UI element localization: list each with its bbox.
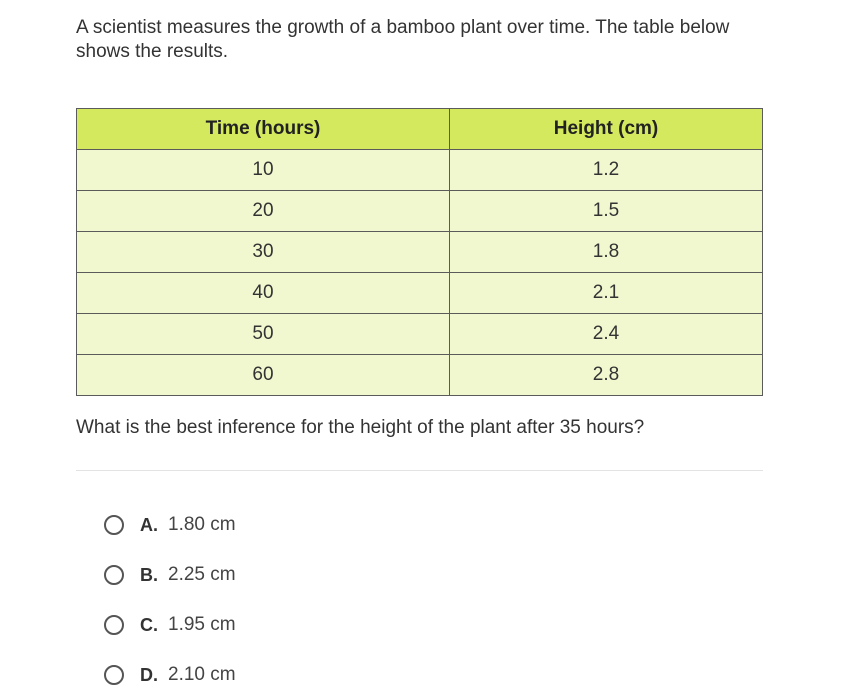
height-cell: 1.8	[450, 232, 763, 273]
height-cell: 1.5	[450, 191, 763, 232]
option-d[interactable]	[104, 650, 236, 700]
option-letter: C.	[140, 614, 158, 635]
time-cell: 50	[77, 314, 450, 355]
option-b[interactable]	[104, 550, 236, 600]
radio-button-a[interactable]	[104, 515, 124, 535]
option-text: 2.25 cm	[168, 564, 236, 585]
option-letter: A.	[140, 514, 158, 535]
time-cell: 40	[77, 273, 450, 314]
option-letter: D.	[140, 664, 158, 685]
table-row	[77, 191, 763, 232]
time-cell: 60	[77, 355, 450, 396]
time-cell: 20	[77, 191, 450, 232]
option-text: 2.10 cm	[168, 664, 236, 685]
height-cell: 2.1	[450, 273, 763, 314]
radio-button-b[interactable]	[104, 565, 124, 585]
table-row	[77, 314, 763, 355]
column-header-height: Height (cm)	[450, 109, 763, 150]
question-intro: A scientist measures the growth of a bamboo plant over time. The table below shows the results.	[76, 17, 730, 62]
radio-button-d[interactable]	[104, 665, 124, 685]
height-cell: 1.2	[450, 150, 763, 191]
question-prompt: What is the best inference for the height of the plant after 35 hours?	[76, 417, 645, 438]
divider	[76, 470, 763, 471]
option-text: 1.95 cm	[168, 614, 236, 635]
table-row	[77, 355, 763, 396]
table-row	[77, 232, 763, 273]
option-a[interactable]	[104, 500, 236, 550]
height-cell: 2.8	[450, 355, 763, 396]
answer-options	[104, 500, 236, 700]
column-header-time: Time (hours)	[77, 109, 450, 150]
option-letter: B.	[140, 564, 158, 585]
option-text: 1.80 cm	[168, 514, 236, 535]
height-cell: 2.4	[450, 314, 763, 355]
data-table	[76, 108, 763, 396]
time-cell: 30	[77, 232, 450, 273]
time-cell: 10	[77, 150, 450, 191]
option-c[interactable]	[104, 600, 236, 650]
table-header-row	[77, 109, 763, 150]
table-row	[77, 273, 763, 314]
table-row	[77, 150, 763, 191]
radio-button-c[interactable]	[104, 615, 124, 635]
